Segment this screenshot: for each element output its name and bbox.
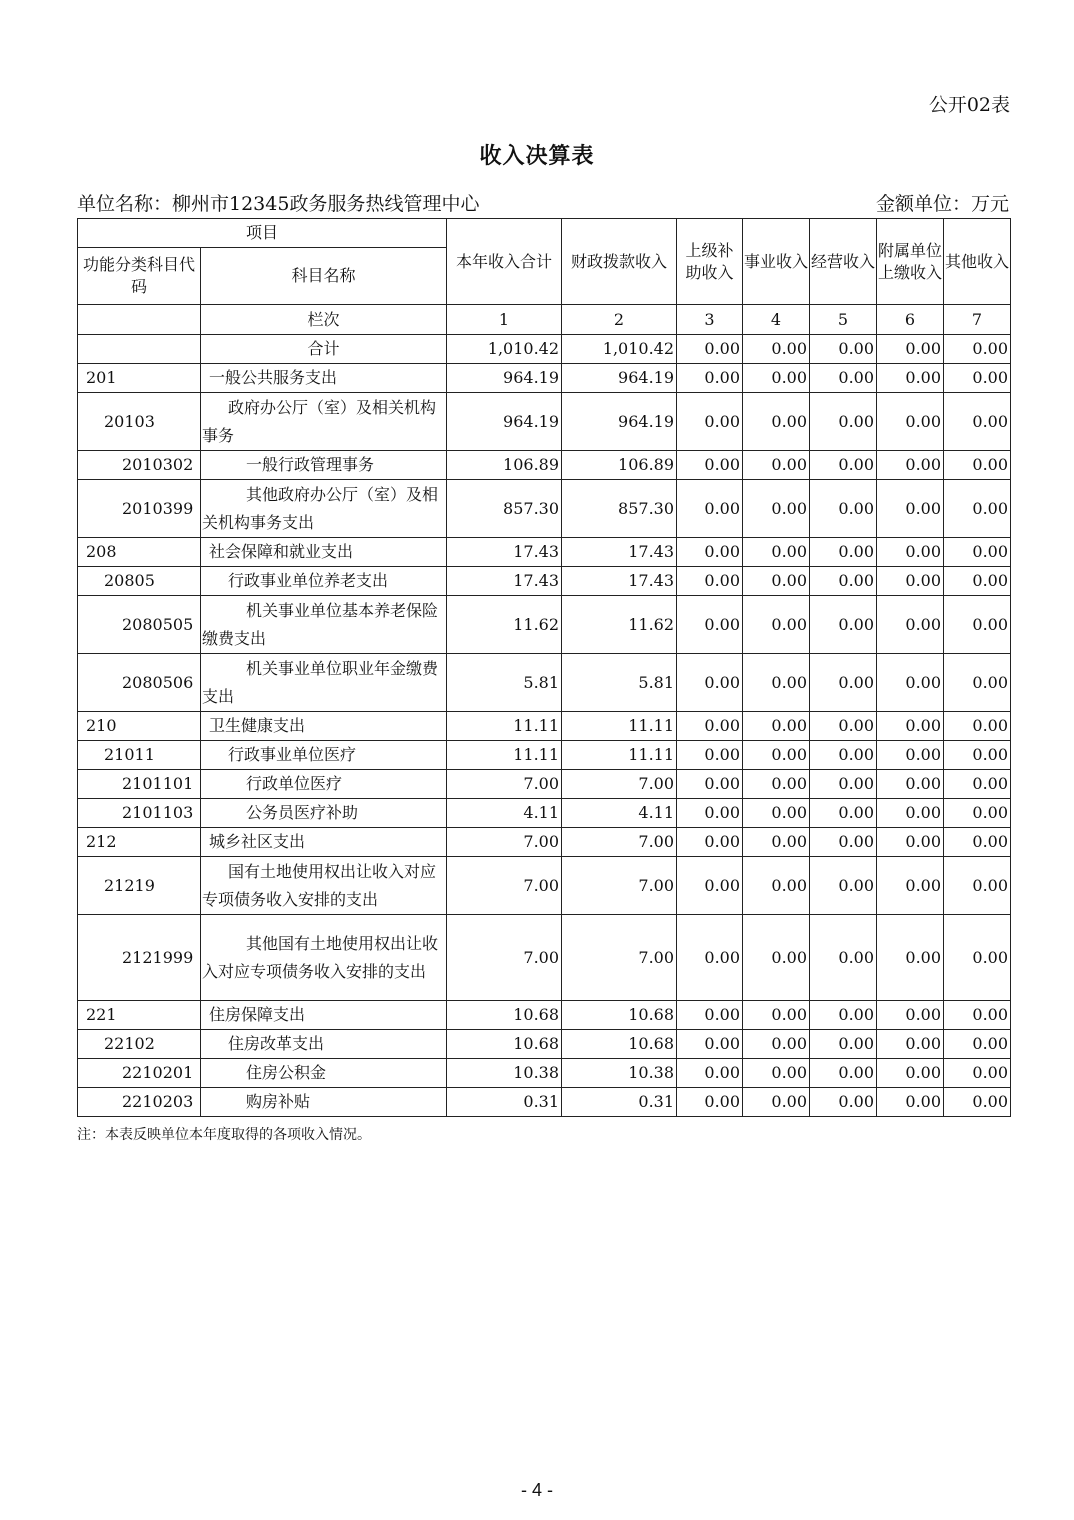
row-name: 公务员医疗补助: [201, 799, 447, 828]
header-business: 事业收入: [743, 219, 810, 305]
row-value: 0.00: [877, 1059, 944, 1088]
table-row: [78, 538, 1011, 567]
row-value: 0.00: [677, 538, 743, 567]
row-value: 7.00: [562, 915, 677, 1001]
row-value: 11.62: [447, 596, 562, 654]
row-value: 0.00: [677, 364, 743, 393]
row-name: 国有土地使用权出让收入对应专项债务收入安排的支出: [201, 857, 447, 915]
row-value: 0.00: [743, 596, 810, 654]
table-row: [78, 364, 1011, 393]
row-value: 0.00: [743, 538, 810, 567]
row-value: 0.00: [677, 393, 743, 451]
row-value: 0.00: [810, 596, 877, 654]
row-code: 2080505: [78, 596, 201, 654]
row-value: 0.00: [944, 451, 1011, 480]
row-value: 0.00: [810, 1059, 877, 1088]
page-title: 收入决算表: [479, 143, 595, 169]
row-value: 0.00: [877, 393, 944, 451]
row-name: 其他政府办公厅（室）及相关机构事务支出: [201, 480, 447, 538]
row-value: 0.00: [877, 480, 944, 538]
row-value: 0.00: [677, 1030, 743, 1059]
row-value: 7.00: [447, 857, 562, 915]
row-value: 0.00: [677, 1059, 743, 1088]
row-value: 10.68: [562, 1001, 677, 1030]
row-value: 0.00: [677, 828, 743, 857]
row-value: 0.00: [677, 770, 743, 799]
row-value: 0.00: [877, 567, 944, 596]
row-value: 0.00: [810, 364, 877, 393]
table-row: [78, 654, 1011, 712]
row-value: 0.00: [944, 1088, 1011, 1117]
row-value: 0.00: [944, 1001, 1011, 1030]
table-row: [78, 857, 1011, 915]
row-value: 0.00: [677, 480, 743, 538]
row-value: 10.68: [447, 1030, 562, 1059]
row-value: 0.00: [743, 741, 810, 770]
row-code: 2210203: [78, 1088, 201, 1117]
row-value: 0.00: [677, 567, 743, 596]
unit-name: 单位名称：柳州市12345政务服务热线管理中心: [77, 193, 480, 215]
row-value: 0.00: [677, 799, 743, 828]
row-value: 0.00: [810, 828, 877, 857]
income-table: [77, 218, 1011, 1117]
row-value: 0.00: [743, 712, 810, 741]
row-value: 0.00: [944, 364, 1011, 393]
row-value: 11.11: [562, 741, 677, 770]
total-row: [78, 335, 1011, 364]
row-value: 0.00: [677, 596, 743, 654]
row-name: 住房公积金: [201, 1059, 447, 1088]
row-code: 20805: [78, 567, 201, 596]
row-value: 0.00: [677, 915, 743, 1001]
page-number: - 4 -: [520, 1480, 553, 1500]
column-number: 3: [677, 305, 743, 335]
row-name: 卫生健康支出: [201, 712, 447, 741]
row-code: 212: [78, 828, 201, 857]
row-value: 0.00: [877, 857, 944, 915]
total-value: 0.00: [743, 335, 810, 364]
row-value: 7.00: [562, 857, 677, 915]
row-value: 0.00: [743, 915, 810, 1001]
row-value: 857.30: [447, 480, 562, 538]
column-number-label: 栏次: [201, 305, 447, 335]
row-value: 0.00: [877, 364, 944, 393]
row-value: 0.00: [810, 1030, 877, 1059]
column-number-empty: [78, 305, 201, 335]
row-name: 行政事业单位医疗: [201, 741, 447, 770]
column-number: 5: [810, 305, 877, 335]
row-value: 0.00: [810, 770, 877, 799]
row-value: 0.00: [877, 770, 944, 799]
total-value: 0.00: [810, 335, 877, 364]
row-value: 7.00: [447, 828, 562, 857]
row-value: 0.00: [810, 567, 877, 596]
row-value: 0.00: [944, 596, 1011, 654]
row-value: 11.11: [447, 741, 562, 770]
row-name: 一般公共服务支出: [201, 364, 447, 393]
column-number: 6: [877, 305, 944, 335]
row-name: 社会保障和就业支出: [201, 538, 447, 567]
row-name: 购房补贴: [201, 1088, 447, 1117]
row-name: 机关事业单位基本养老保险缴费支出: [201, 596, 447, 654]
row-value: 0.00: [877, 596, 944, 654]
row-value: 0.00: [944, 712, 1011, 741]
row-value: 0.00: [743, 857, 810, 915]
header-project: 项目: [78, 219, 447, 248]
row-name: 其他国有土地使用权出让收入对应专项债务收入安排的支出: [201, 915, 447, 1001]
column-number: 2: [562, 305, 677, 335]
row-value: 5.81: [447, 654, 562, 712]
row-value: 106.89: [447, 451, 562, 480]
row-code: 22102: [78, 1030, 201, 1059]
table-row: [78, 799, 1011, 828]
row-value: 0.00: [677, 857, 743, 915]
column-number-row: [78, 305, 1011, 335]
form-number: 公开02表: [928, 94, 1010, 116]
header-operating: 经营收入: [810, 219, 877, 305]
row-value: 964.19: [447, 393, 562, 451]
header-name: 科目名称: [201, 248, 447, 305]
row-value: 10.38: [447, 1059, 562, 1088]
table-row: [78, 915, 1011, 1001]
table-row: [78, 712, 1011, 741]
row-value: 0.00: [810, 538, 877, 567]
header-code: 功能分类科目代码: [78, 248, 201, 305]
row-value: 0.00: [810, 1001, 877, 1030]
row-value: 11.62: [562, 596, 677, 654]
row-code: 21219: [78, 857, 201, 915]
row-value: 0.00: [743, 1030, 810, 1059]
row-code: 2010399: [78, 480, 201, 538]
row-code: 221: [78, 1001, 201, 1030]
row-value: 0.00: [944, 1059, 1011, 1088]
row-value: 0.00: [743, 1001, 810, 1030]
row-value: 0.00: [944, 857, 1011, 915]
table-note: 注：本表反映单位本年度取得的各项收入情况。: [77, 1127, 371, 1143]
header-superior: 上级补助收入: [677, 219, 743, 305]
table-row: [78, 480, 1011, 538]
row-value: 0.00: [743, 451, 810, 480]
row-value: 964.19: [562, 393, 677, 451]
header-affiliated: 附属单位上缴收入: [877, 219, 944, 305]
row-value: 7.00: [447, 915, 562, 1001]
header-row-1: [78, 219, 1011, 248]
row-value: 964.19: [447, 364, 562, 393]
table-row: [78, 1088, 1011, 1117]
row-value: 7.00: [447, 770, 562, 799]
table-row: [78, 1059, 1011, 1088]
row-value: 0.00: [944, 1030, 1011, 1059]
row-code: 2121999: [78, 915, 201, 1001]
row-value: 0.00: [944, 799, 1011, 828]
row-name: 住房改革支出: [201, 1030, 447, 1059]
row-value: 0.00: [944, 567, 1011, 596]
row-value: 0.00: [944, 480, 1011, 538]
row-value: 0.00: [743, 828, 810, 857]
total-code-empty: [78, 335, 201, 364]
row-value: 0.00: [877, 538, 944, 567]
row-value: 0.00: [743, 393, 810, 451]
row-value: 0.00: [877, 915, 944, 1001]
row-value: 0.00: [743, 1059, 810, 1088]
total-value: 0.00: [877, 335, 944, 364]
table-row: [78, 393, 1011, 451]
row-value: 0.00: [810, 1088, 877, 1117]
row-value: 7.00: [562, 770, 677, 799]
row-value: 10.38: [562, 1059, 677, 1088]
row-value: 0.00: [677, 1001, 743, 1030]
row-value: 0.00: [743, 770, 810, 799]
row-value: 964.19: [562, 364, 677, 393]
row-code: 201: [78, 364, 201, 393]
row-name: 一般行政管理事务: [201, 451, 447, 480]
row-name: 行政事业单位养老支出: [201, 567, 447, 596]
row-value: 17.43: [447, 538, 562, 567]
row-value: 0.31: [447, 1088, 562, 1117]
row-value: 0.00: [810, 799, 877, 828]
row-value: 0.00: [877, 799, 944, 828]
row-value: 0.00: [743, 799, 810, 828]
row-value: 0.00: [677, 741, 743, 770]
header-fiscal: 财政拨款收入: [562, 219, 677, 305]
row-value: 0.00: [877, 828, 944, 857]
table-row: [78, 596, 1011, 654]
row-value: 0.00: [944, 770, 1011, 799]
row-code: 2101101: [78, 770, 201, 799]
row-name: 机关事业单位职业年金缴费支出: [201, 654, 447, 712]
row-value: 0.00: [810, 451, 877, 480]
row-value: 0.00: [944, 741, 1011, 770]
row-value: 0.00: [677, 712, 743, 741]
row-value: 0.00: [743, 1088, 810, 1117]
row-name: 住房保障支出: [201, 1001, 447, 1030]
total-value: 0.00: [677, 335, 743, 364]
row-value: 0.00: [810, 712, 877, 741]
row-name: 政府办公厅（室）及相关机构事务: [201, 393, 447, 451]
row-value: 857.30: [562, 480, 677, 538]
row-value: 4.11: [447, 799, 562, 828]
row-value: 17.43: [562, 538, 677, 567]
row-value: 0.00: [877, 654, 944, 712]
column-number: 1: [447, 305, 562, 335]
row-code: 208: [78, 538, 201, 567]
row-value: 0.00: [810, 654, 877, 712]
row-value: 0.00: [944, 538, 1011, 567]
table-row: [78, 451, 1011, 480]
row-value: 0.00: [677, 654, 743, 712]
row-code: 21011: [78, 741, 201, 770]
row-value: 0.00: [944, 915, 1011, 1001]
row-value: 0.00: [810, 857, 877, 915]
row-value: 0.00: [877, 1030, 944, 1059]
row-value: 0.00: [877, 451, 944, 480]
row-value: 0.00: [677, 1088, 743, 1117]
row-value: 10.68: [562, 1030, 677, 1059]
row-value: 11.11: [447, 712, 562, 741]
row-name: 行政单位医疗: [201, 770, 447, 799]
row-value: 4.11: [562, 799, 677, 828]
total-value: 0.00: [944, 335, 1011, 364]
row-value: 0.00: [877, 712, 944, 741]
row-value: 0.00: [877, 741, 944, 770]
row-value: 106.89: [562, 451, 677, 480]
row-name: 城乡社区支出: [201, 828, 447, 857]
row-value: 0.00: [877, 1001, 944, 1030]
row-value: 0.00: [677, 451, 743, 480]
row-value: 0.31: [562, 1088, 677, 1117]
row-value: 11.11: [562, 712, 677, 741]
row-code: 2210201: [78, 1059, 201, 1088]
row-value: 0.00: [743, 480, 810, 538]
row-code: 2101103: [78, 799, 201, 828]
row-value: 0.00: [877, 1088, 944, 1117]
row-value: 10.68: [447, 1001, 562, 1030]
header-total: 本年收入合计: [447, 219, 562, 305]
column-number: 7: [944, 305, 1011, 335]
total-label: 合计: [201, 335, 447, 364]
row-value: 0.00: [810, 741, 877, 770]
row-value: 17.43: [447, 567, 562, 596]
row-value: 0.00: [810, 393, 877, 451]
row-value: 0.00: [810, 480, 877, 538]
table-row: [78, 770, 1011, 799]
row-value: 0.00: [944, 654, 1011, 712]
total-value: 1,010.42: [562, 335, 677, 364]
table-row: [78, 828, 1011, 857]
row-value: 0.00: [810, 915, 877, 1001]
row-code: 210: [78, 712, 201, 741]
row-value: 0.00: [743, 654, 810, 712]
table-row: [78, 567, 1011, 596]
row-value: 0.00: [743, 364, 810, 393]
row-value: 0.00: [743, 567, 810, 596]
column-number: 4: [743, 305, 810, 335]
unit-info-row: [77, 189, 1009, 216]
row-value: 17.43: [562, 567, 677, 596]
table-row: [78, 741, 1011, 770]
total-value: 1,010.42: [447, 335, 562, 364]
row-value: 0.00: [944, 393, 1011, 451]
table-row: [78, 1001, 1011, 1030]
amount-unit: 金额单位：万元: [875, 193, 1009, 215]
row-code: 2080506: [78, 654, 201, 712]
row-value: 0.00: [944, 828, 1011, 857]
header-other: 其他收入: [944, 219, 1011, 305]
row-value: 5.81: [562, 654, 677, 712]
row-code: 20103: [78, 393, 201, 451]
row-value: 7.00: [562, 828, 677, 857]
row-code: 2010302: [78, 451, 201, 480]
table-row: [78, 1030, 1011, 1059]
